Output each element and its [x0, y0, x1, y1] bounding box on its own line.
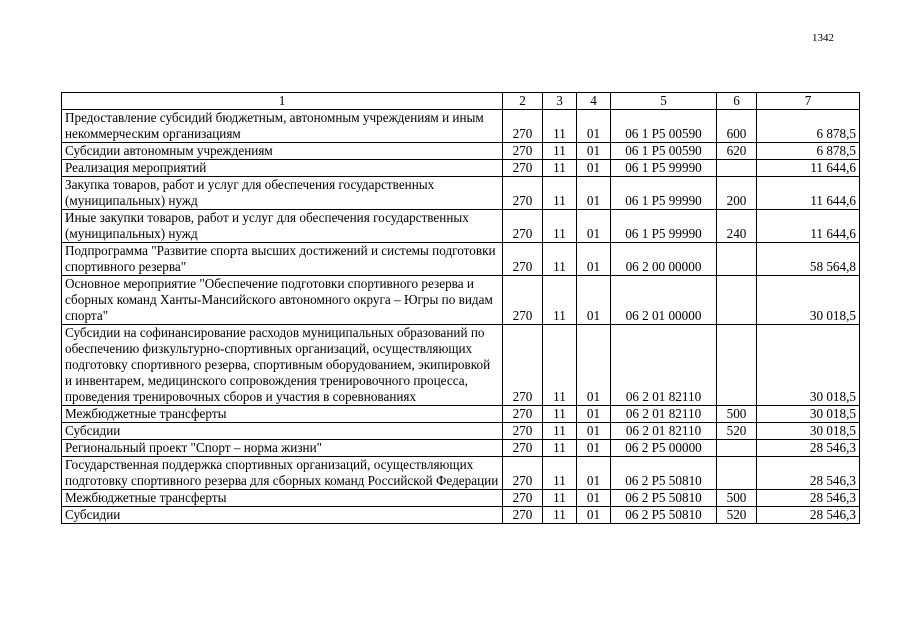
row-name: Субсидии: [62, 507, 503, 524]
row-name: Государственная поддержка спортивных организаций, осуществляющих подготовку спортивного резерва для сборных команд Российской Федерации: [62, 457, 503, 490]
row-name: Субсидии автономным учреждениям: [62, 143, 503, 160]
row-name: Иные закупки товаров, работ и услуг для обеспечения государственных (муниципальных) нужд: [62, 210, 503, 243]
row-name: Субсидии: [62, 423, 503, 440]
row-name: Предоставление субсидий бюджетным, автономным учреждениям и иным некоммерческим организациям: [62, 110, 503, 143]
row-target-article: 06 1 P5 99990: [611, 160, 717, 177]
column-header: 5: [611, 93, 717, 110]
row-expense-type: [717, 160, 757, 177]
row-target-article: 06 2 01 82110: [611, 406, 717, 423]
table-row: [62, 457, 860, 490]
table-row: [62, 507, 860, 524]
row-name: Субсидии на софинансирование расходов муниципальных образований по обеспечению физкультурно-спортивных организаций, осуществляющих подготовку спортивного резерва, спортивным оборудованием, экипировкой и инвентарем, медицинского сопровождения тренировочного процесса, проведения тренировочных сборов и участия в соревнованиях: [62, 325, 503, 406]
column-header: 7: [757, 93, 860, 110]
row-expense-type: 520: [717, 423, 757, 440]
column-header: 4: [577, 93, 611, 110]
row-target-article: 06 2 P5 50810: [611, 507, 717, 524]
row-target-article: 06 1 P5 99990: [611, 177, 717, 210]
row-amount: 30 018,5: [757, 406, 860, 423]
row-section: 11: [543, 177, 577, 210]
row-expense-type: [717, 457, 757, 490]
row-admin-code: 270: [503, 457, 543, 490]
column-header: 1: [62, 93, 503, 110]
row-name: Закупка товаров, работ и услуг для обеспечения государственных (муниципальных) нужд: [62, 177, 503, 210]
row-amount: 58 564,8: [757, 243, 860, 276]
row-subsection: 01: [577, 507, 611, 524]
row-admin-code: 270: [503, 276, 543, 325]
row-subsection: 01: [577, 210, 611, 243]
row-amount: 6 878,5: [757, 143, 860, 160]
row-amount: 30 018,5: [757, 423, 860, 440]
column-header: 2: [503, 93, 543, 110]
row-section: 11: [543, 243, 577, 276]
row-amount: 11 644,6: [757, 160, 860, 177]
table-body: [62, 110, 860, 524]
row-section: 11: [543, 406, 577, 423]
row-section: 11: [543, 210, 577, 243]
row-admin-code: 270: [503, 177, 543, 210]
row-amount: 28 546,3: [757, 507, 860, 524]
row-admin-code: 270: [503, 210, 543, 243]
row-section: 11: [543, 276, 577, 325]
row-admin-code: 270: [503, 325, 543, 406]
column-header: 6: [717, 93, 757, 110]
row-admin-code: 270: [503, 243, 543, 276]
row-subsection: 01: [577, 110, 611, 143]
row-amount: 28 546,3: [757, 440, 860, 457]
row-name: Подпрограмма "Развитие спорта высших достижений и системы подготовки спортивного резерва": [62, 243, 503, 276]
row-subsection: 01: [577, 457, 611, 490]
table-row: [62, 243, 860, 276]
row-amount: 28 546,3: [757, 490, 860, 507]
table-row: [62, 423, 860, 440]
row-target-article: 06 2 01 82110: [611, 423, 717, 440]
row-section: 11: [543, 423, 577, 440]
row-expense-type: [717, 440, 757, 457]
row-section: 11: [543, 507, 577, 524]
row-subsection: 01: [577, 490, 611, 507]
row-amount: 11 644,6: [757, 177, 860, 210]
row-subsection: 01: [577, 406, 611, 423]
table-row: [62, 110, 860, 143]
row-name: Основное мероприятие "Обеспечение подготовки спортивного резерва и сборных команд Ханты-Мансийского автономного округа – Югры по видам спорта": [62, 276, 503, 325]
row-expense-type: 500: [717, 490, 757, 507]
row-admin-code: 270: [503, 507, 543, 524]
row-expense-type: 620: [717, 143, 757, 160]
row-expense-type: 500: [717, 406, 757, 423]
row-name: Межбюджетные трансферты: [62, 490, 503, 507]
row-expense-type: [717, 243, 757, 276]
row-expense-type: 200: [717, 177, 757, 210]
row-target-article: 06 1 P5 99990: [611, 210, 717, 243]
row-section: 11: [543, 457, 577, 490]
row-target-article: 06 1 P5 00590: [611, 143, 717, 160]
row-target-article: 06 2 01 00000: [611, 276, 717, 325]
row-expense-type: 520: [717, 507, 757, 524]
row-name: Межбюджетные трансферты: [62, 406, 503, 423]
row-subsection: 01: [577, 440, 611, 457]
row-section: 11: [543, 490, 577, 507]
row-target-article: 06 2 P5 50810: [611, 490, 717, 507]
row-admin-code: 270: [503, 406, 543, 423]
row-amount: 30 018,5: [757, 276, 860, 325]
column-header: 3: [543, 93, 577, 110]
row-admin-code: 270: [503, 143, 543, 160]
row-target-article: 06 1 P5 00590: [611, 110, 717, 143]
row-subsection: 01: [577, 423, 611, 440]
row-section: 11: [543, 325, 577, 406]
row-subsection: 01: [577, 325, 611, 406]
row-admin-code: 270: [503, 490, 543, 507]
row-expense-type: [717, 325, 757, 406]
row-target-article: 06 2 00 00000: [611, 243, 717, 276]
row-expense-type: 600: [717, 110, 757, 143]
table-row: [62, 325, 860, 406]
row-subsection: 01: [577, 276, 611, 325]
row-section: 11: [543, 143, 577, 160]
table-row: [62, 177, 860, 210]
row-name: Региональный проект "Спорт – норма жизни": [62, 440, 503, 457]
row-target-article: 06 2 01 82110: [611, 325, 717, 406]
row-admin-code: 270: [503, 423, 543, 440]
row-section: 11: [543, 110, 577, 143]
row-subsection: 01: [577, 143, 611, 160]
row-admin-code: 270: [503, 440, 543, 457]
budget-table: [61, 92, 860, 524]
row-amount: 6 878,5: [757, 110, 860, 143]
row-name: Реализация мероприятий: [62, 160, 503, 177]
row-admin-code: 270: [503, 160, 543, 177]
table-row: [62, 406, 860, 423]
table-row: [62, 276, 860, 325]
table-header-row: [62, 93, 860, 110]
row-subsection: 01: [577, 177, 611, 210]
row-amount: 11 644,6: [757, 210, 860, 243]
table-row: [62, 440, 860, 457]
row-section: 11: [543, 440, 577, 457]
page-number: 1342: [812, 32, 834, 44]
row-admin-code: 270: [503, 110, 543, 143]
row-subsection: 01: [577, 160, 611, 177]
table-row: [62, 490, 860, 507]
row-subsection: 01: [577, 243, 611, 276]
row-target-article: 06 2 P5 00000: [611, 440, 717, 457]
table-row: [62, 143, 860, 160]
table-row: [62, 160, 860, 177]
row-amount: 30 018,5: [757, 325, 860, 406]
row-target-article: 06 2 P5 50810: [611, 457, 717, 490]
row-amount: 28 546,3: [757, 457, 860, 490]
row-expense-type: 240: [717, 210, 757, 243]
row-section: 11: [543, 160, 577, 177]
table-row: [62, 210, 860, 243]
row-expense-type: [717, 276, 757, 325]
